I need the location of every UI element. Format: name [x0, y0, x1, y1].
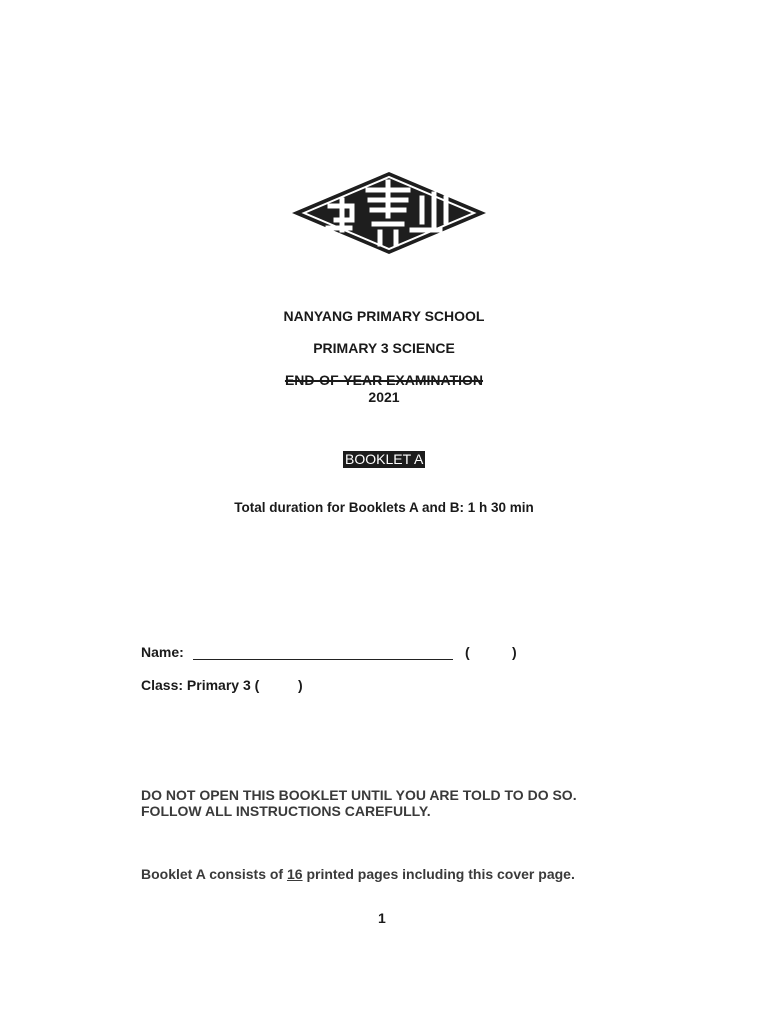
name-label: Name: — [141, 644, 184, 660]
exam-subject: PRIMARY 3 SCIENCE — [313, 340, 455, 356]
exam-title — [0, 372, 768, 388]
school-name: NANYANG PRIMARY SCHOOL — [283, 308, 485, 324]
register-number-close: ) — [512, 644, 517, 660]
register-number-open: ( — [465, 644, 470, 660]
page-count-prefix: Booklet A consists of — [141, 866, 287, 882]
page-count-statement — [141, 866, 575, 882]
class-label: Class: Primary 3 ( — [141, 677, 260, 693]
page-count-value: 16 — [286, 866, 303, 882]
school-logo — [290, 170, 488, 256]
name-field-line[interactable] — [193, 659, 453, 660]
booklet-label: BOOKLET A — [345, 451, 424, 467]
page-number: 1 — [378, 910, 386, 926]
class-close: ) — [298, 677, 303, 693]
exam-title-text: END-OF-YEAR EXAMINATION — [284, 372, 484, 388]
instruction-line-2: FOLLOW ALL INSTRUCTIONS CAREFULLY. — [141, 803, 431, 819]
duration-text: Total duration for Booklets A and B: 1 h 30 min — [234, 500, 534, 515]
page-count-suffix: printed pages including this cover page. — [302, 866, 575, 882]
exam-year: 2021 — [368, 389, 400, 405]
instruction-line-1: DO NOT OPEN THIS BOOKLET UNTIL YOU ARE TOLD TO DO SO. — [141, 787, 577, 803]
